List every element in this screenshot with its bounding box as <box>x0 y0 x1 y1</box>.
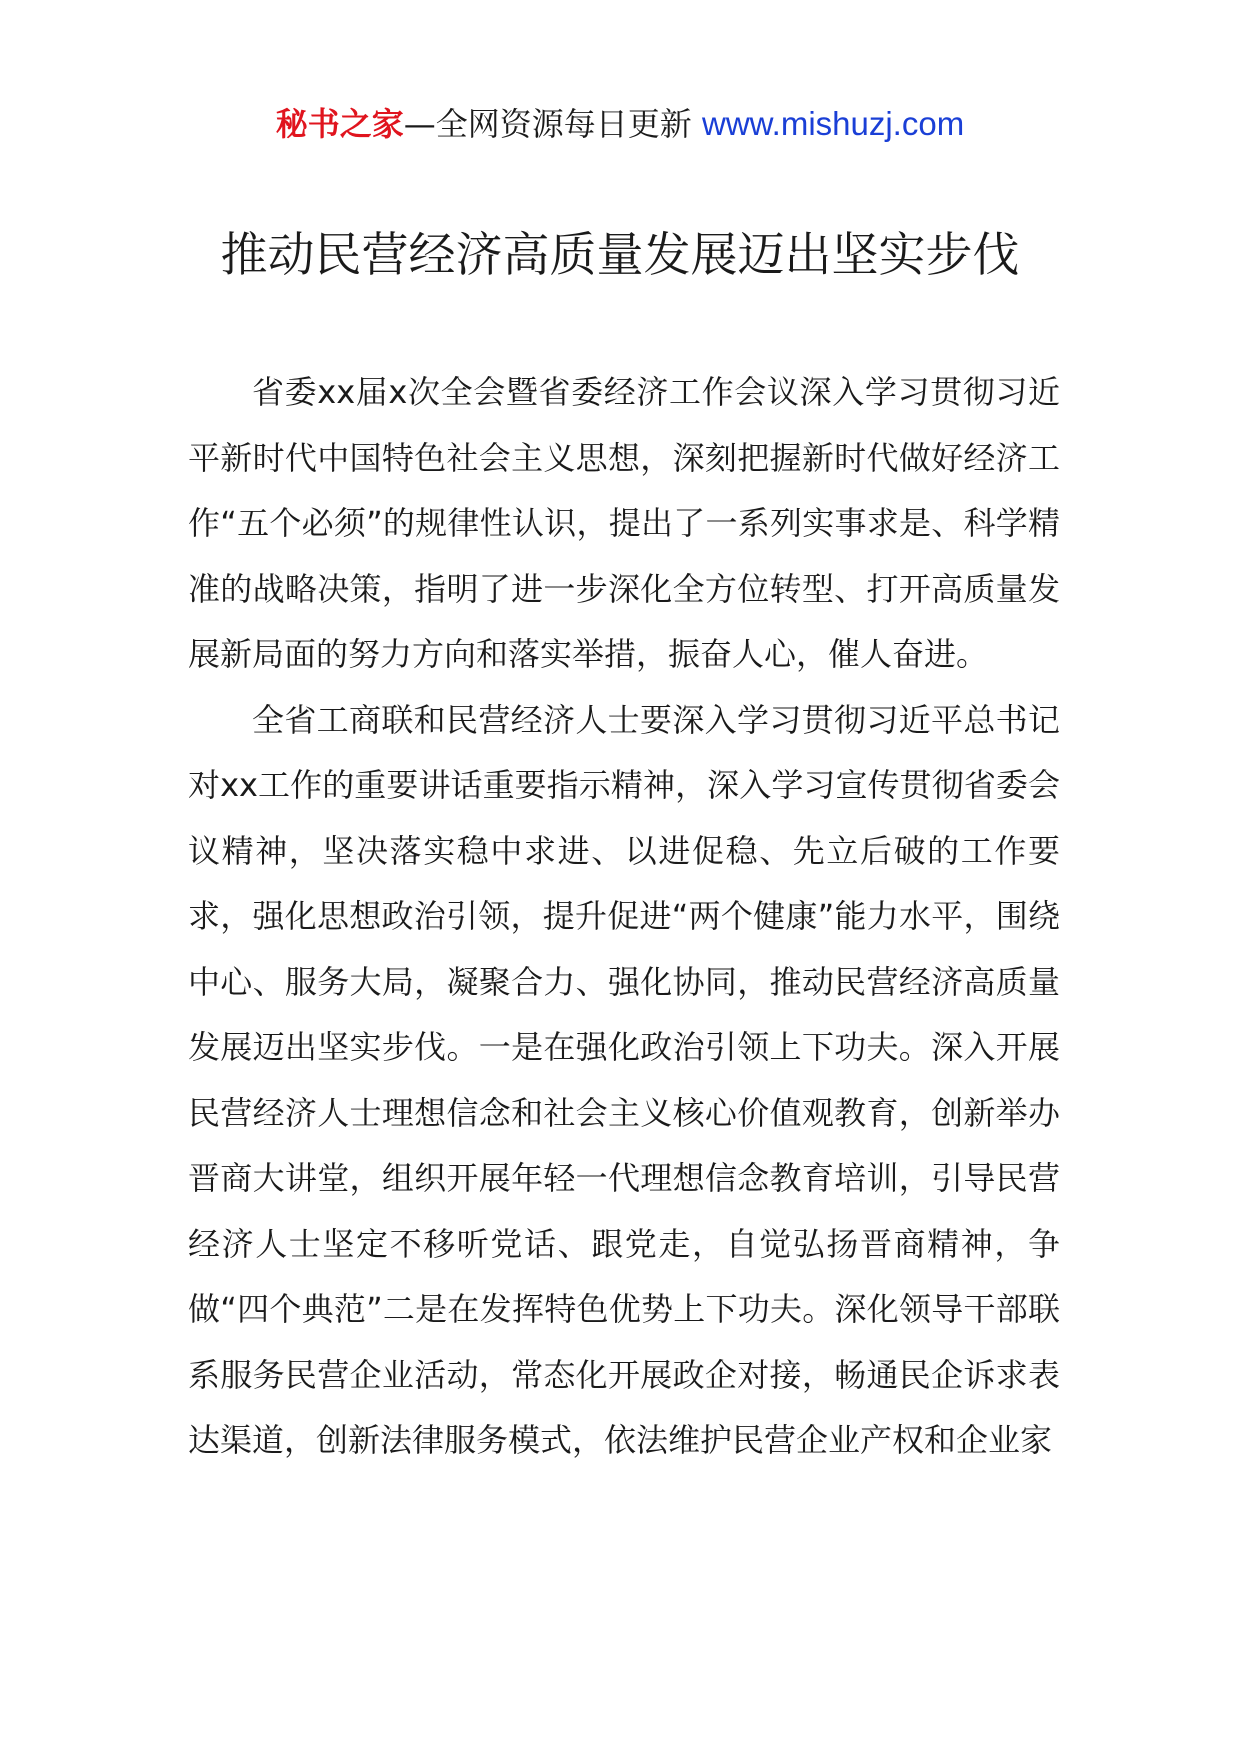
paragraph: 全省工商联和民营经济人士要深入学习贯彻习近平总书记对xx工作的重要讲话重要指示精神，深入学习宣传贯彻省委会议精神，坚决落实稳中求进、以进促稳、先立后破的工作要求，强化思想政治引领，提升促进“两个健康”能力水平，围绕中心、服务大局，凝聚合力、强化协同，推动民营经济高质量发展迈出坚实步伐。一是在强化政治引领上下功夫。深入开展民营经济人士理想信念和社会主义核心价值观教育，创新举办晋商大讲堂，组织开展年轻一代理想信念教育培训，引导民营经济人士坚定不移听党话、跟党走，自觉弘扬晋商精神，争做“四个典范”二是在发挥特色优势上下功夫。深化领导干部联系服务民营企业活动，常态化开展政企对接，畅通民企诉求表达渠道，创新法律服务模式，依法维护民营企业产权和企业家 <box>188 700 1060 1459</box>
site-url-link[interactable]: www.mishuzj.com <box>701 105 965 142</box>
paragraph: 省委xx届x次全会暨省委经济工作会议深入学习贯彻习近平新时代中国特色社会主义思想，深刻把握新时代做好经济工作“五个必须”的规律性认识，提出了一系列实事求是、科学精准的战略决策，指明了进一步深化全方位转型、打开高质量发展新局面的努力方向和落实举措，振奋人心，催人奋进。 <box>188 373 1060 673</box>
site-brand: 秘书之家 <box>275 105 404 143</box>
document-title: 推动民营经济高质量发展迈出坚实步伐 <box>220 228 1020 283</box>
site-tagline: —全网资源每日更新 <box>403 105 692 143</box>
site-header <box>0 104 1240 144</box>
document-body <box>188 360 1060 1474</box>
